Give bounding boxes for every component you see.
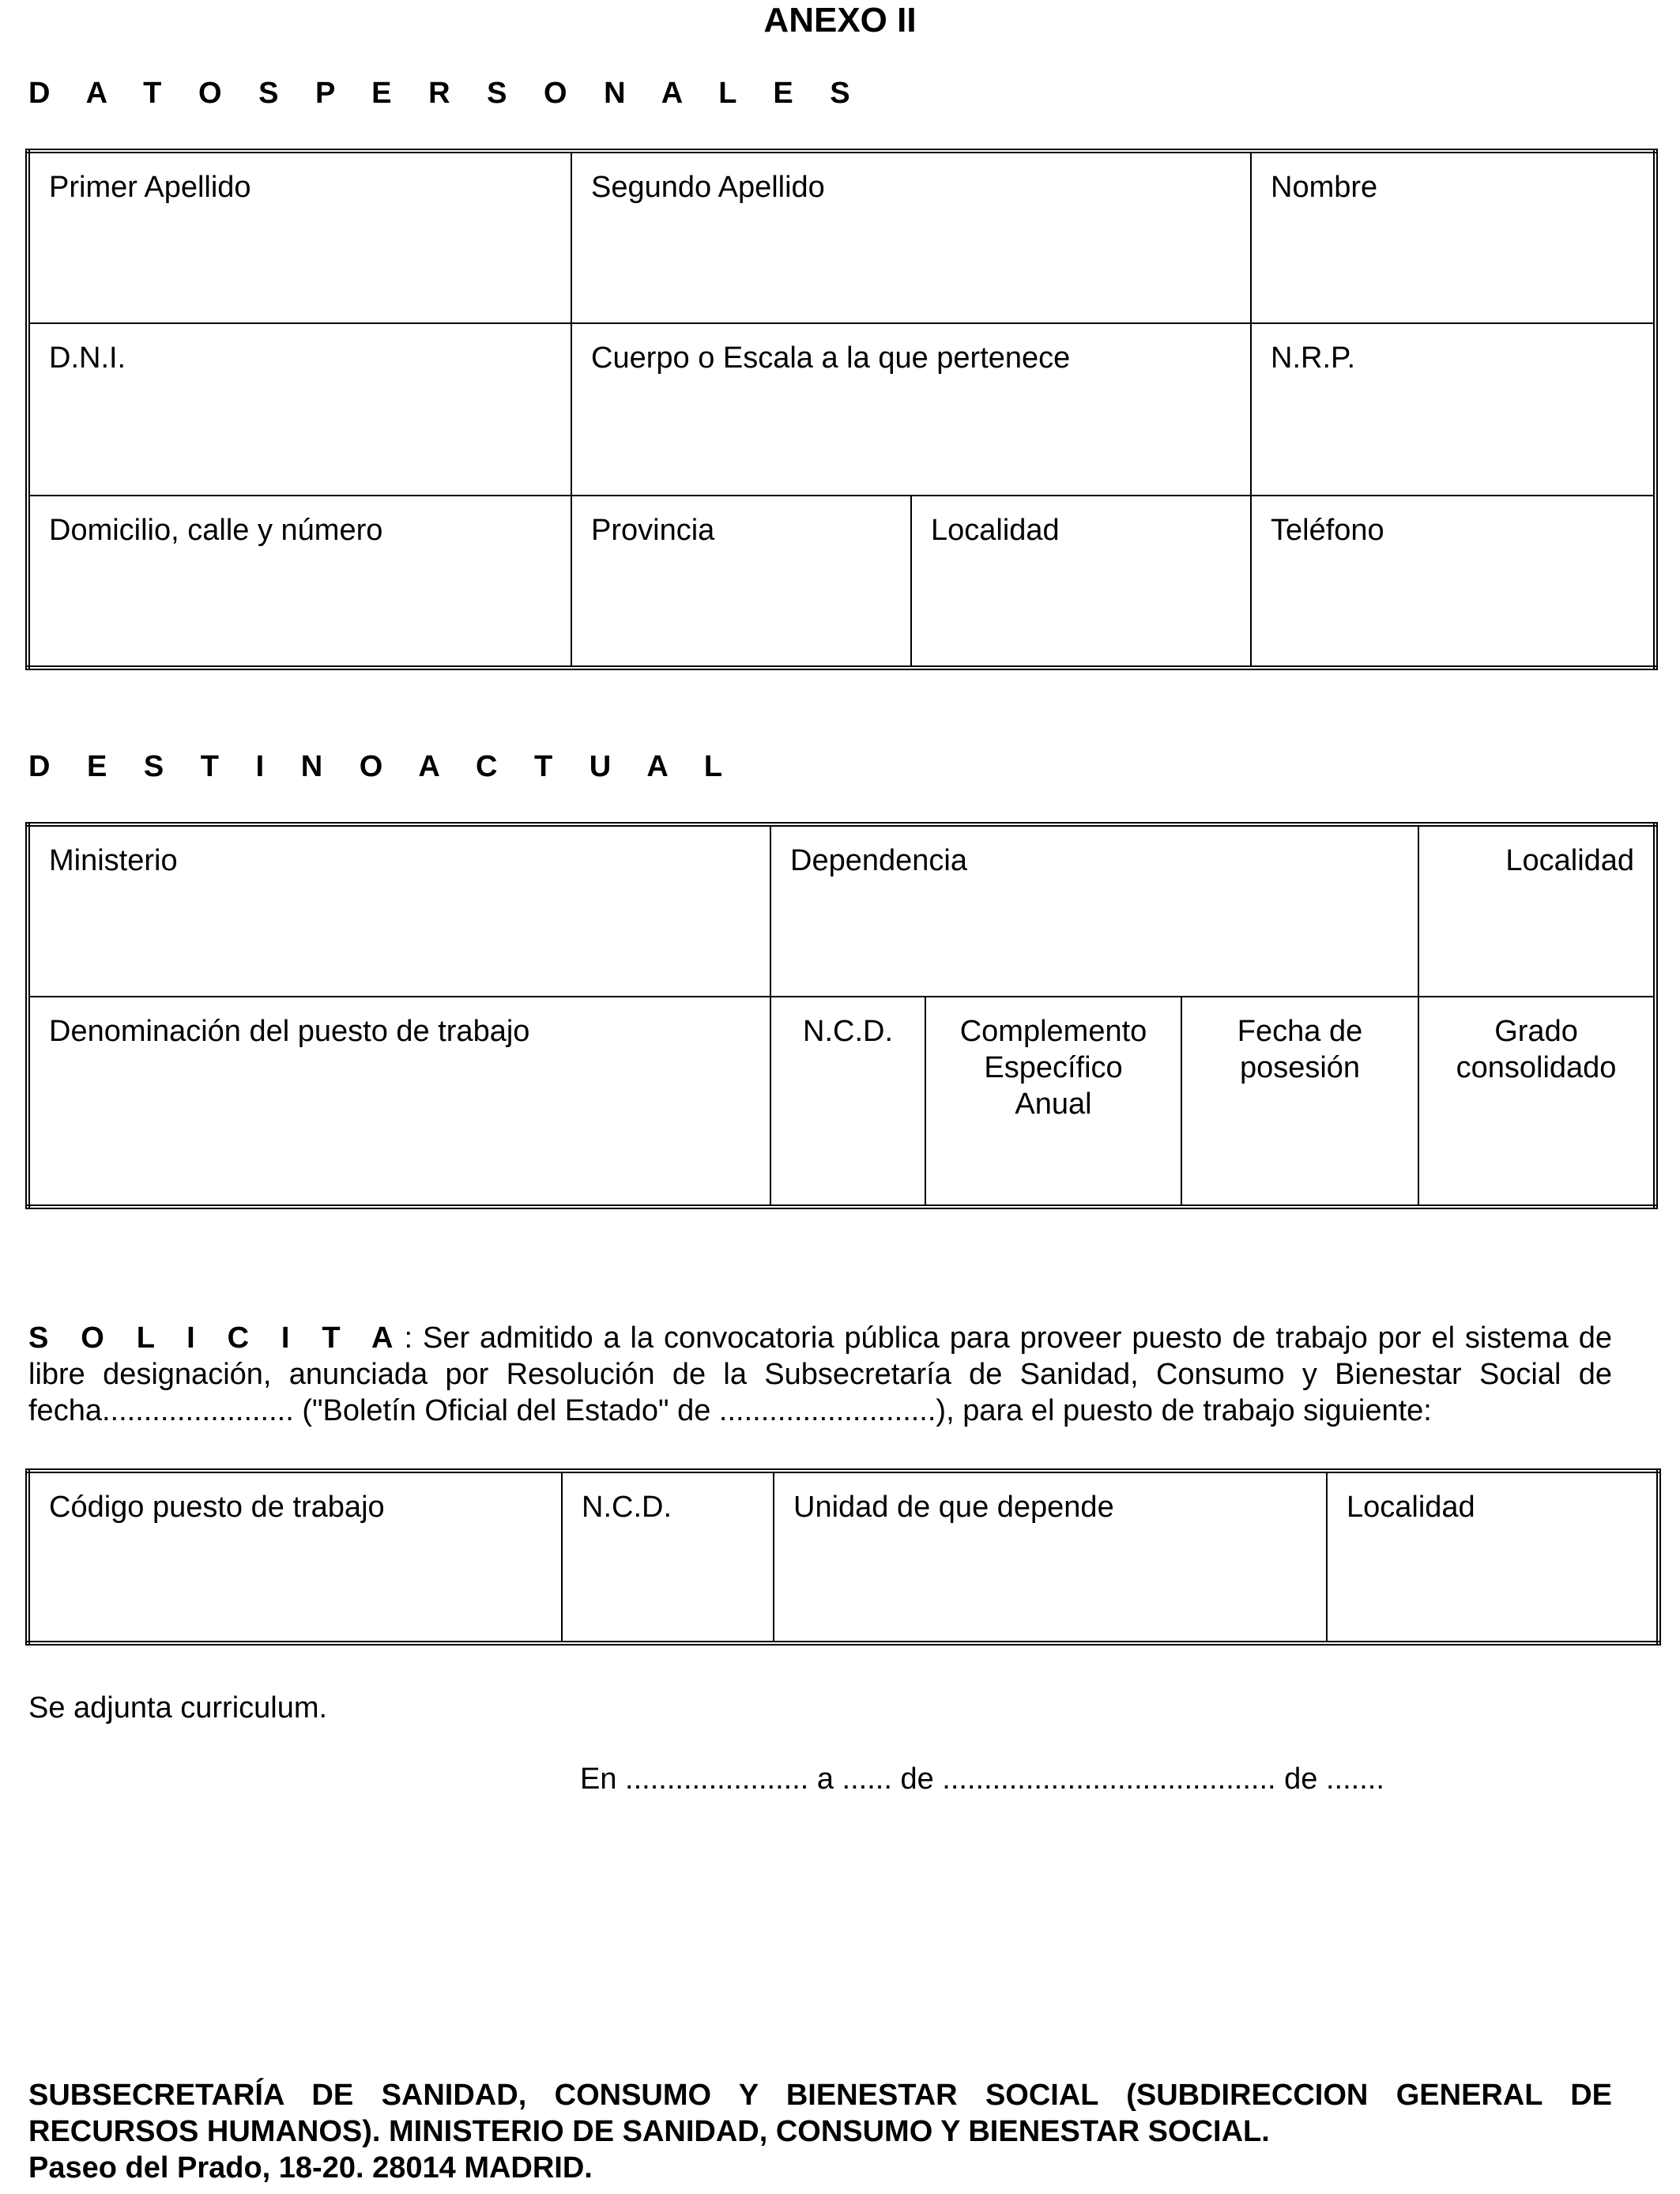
fecha-posesion-field[interactable] <box>1181 997 1418 1207</box>
fecha-label-line1: Fecha de <box>1237 1015 1363 1048</box>
grado-label-line1: Grado <box>1494 1015 1578 1048</box>
adjunta-curriculum-text: Se adjunta curriculum. <box>28 1691 328 1725</box>
grado-label-line2: consolidado <box>1456 1051 1617 1084</box>
primer-apellido-field[interactable]: Primer Apellido <box>28 151 571 323</box>
denominacion-puesto-field[interactable]: Denominación del puesto de trabajo <box>28 997 770 1207</box>
telefono-field[interactable]: Teléfono <box>1251 496 1656 668</box>
puesto-solicitado-table <box>25 1468 1661 1646</box>
segundo-apellido-field[interactable]: Segundo Apellido <box>571 151 1251 323</box>
solicita-paragraph <box>28 1320 1612 1429</box>
footer-line1: SUBSECRETARÍA DE SANIDAD, CONSUMO Y BIENESTAR SOCIAL (SUBDIRECCION GENERAL DE RECURSOS HUMANOS). MINISTERIO DE SANIDAD, CONSUMO Y BIENESTAR SOCIAL. <box>28 2079 1612 2148</box>
footer-line2: Paseo del Prado, 18-20. 28014 MADRID. <box>28 2151 593 2185</box>
unidad-depende-field[interactable]: Unidad de que depende <box>774 1471 1327 1643</box>
grado-consolidado-field[interactable] <box>1418 997 1656 1207</box>
ncd-solicitado-field[interactable]: N.C.D. <box>562 1471 774 1643</box>
provincia-field[interactable]: Provincia <box>571 496 911 668</box>
localidad-destino-field[interactable]: Localidad <box>1418 824 1656 997</box>
complemento-especifico-field[interactable] <box>925 997 1181 1207</box>
fecha-label-line2: posesión <box>1239 1051 1361 1084</box>
dni-field[interactable]: D.N.I. <box>28 323 571 496</box>
footer-address <box>28 2077 1612 2186</box>
solicita-text: : Ser admitido a la convocatoria pública para proveer puesto de trabajo por el sistema de libre designación, anunciada por Resolución de la Subsecretaría de Sanidad, Consumo y Bienestar Social de fecha....................... ("Boletín Oficial del Estado" de ..........................), para el puesto de trabajo siguiente: <box>28 1321 1612 1427</box>
document-title: ANEXO II <box>763 1 917 40</box>
ministerio-field[interactable]: Ministerio <box>28 824 770 997</box>
cuerpo-escala-field[interactable]: Cuerpo o Escala a la que pertenece <box>571 323 1251 496</box>
complemento-label-line2: Específico <box>984 1051 1123 1084</box>
complemento-label-line3: Anual <box>1015 1088 1092 1121</box>
section-heading-datos-personales: D A T O S P E R S O N A L E S <box>28 77 864 110</box>
domicilio-field[interactable]: Domicilio, calle y número <box>28 496 571 668</box>
datos-personales-table <box>25 149 1658 670</box>
dependencia-field[interactable]: Dependencia <box>770 824 1418 997</box>
codigo-puesto-field[interactable]: Código puesto de trabajo <box>28 1471 562 1643</box>
nrp-field[interactable]: N.R.P. <box>1251 323 1656 496</box>
lugar-fecha-line[interactable]: En ...................... a ...... de ........................................ de ....... <box>580 1762 1384 1796</box>
nombre-field[interactable]: Nombre <box>1251 151 1656 323</box>
complemento-label-line1: Complemento <box>959 1015 1147 1048</box>
localidad-field[interactable]: Localidad <box>911 496 1251 668</box>
ncd-destino-field[interactable]: N.C.D. <box>770 997 925 1207</box>
section-heading-destino-actual: D E S T I N O A C T U A L <box>28 750 737 783</box>
destino-actual-table <box>25 822 1658 1209</box>
localidad-solicitado-field[interactable]: Localidad <box>1327 1471 1659 1643</box>
solicita-label: S O L I C I T A <box>28 1321 405 1355</box>
